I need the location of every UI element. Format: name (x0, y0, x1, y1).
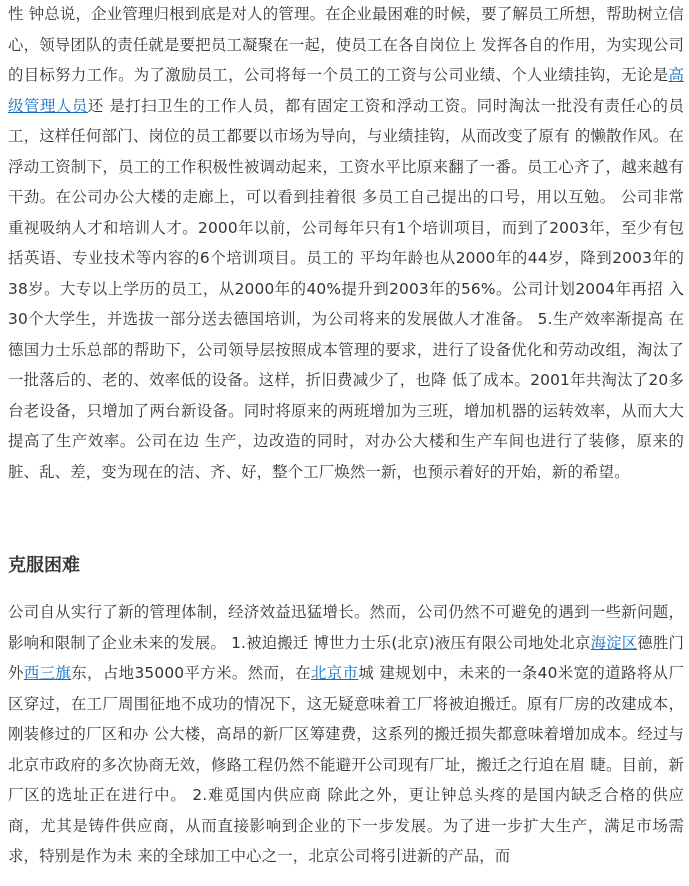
paragraph-text: 东，占地35000平方米。然而，在 (71, 664, 311, 682)
paragraph-text: 性 钟总说，企业管理归根到底是对人的管理。在企业最困难的时候，要了解员工所想，帮助树立信心，领导团队的责任就是要把员工凝聚在一起，使员工在各自岗位上 发挥各自的作用，为实现公司的目标努力工作。为了激励员工，公司将每一个员工的工资与公司业绩、个人业绩挂钩，无论是 (8, 5, 684, 84)
article-paragraph-management (8, 0, 684, 487)
link-haidian-district[interactable]: 海淀区 (590, 633, 638, 652)
link-senior-management[interactable]: 高级管理人员 (8, 66, 684, 115)
section-heading: 克服困难 (8, 555, 80, 576)
paragraph-text: 还 是打扫卫生的工作人员，都有固定工资和浮动工资。同时淘汰一批没有责任心的员工，这样任何部门、岗位的员工都要以市场为导向，与业绩挂钩，从而改变了原有 的懒散作风。在浮动工资制下，员工的工作积极性被调动起来，工资水平比原来翻了一番。员工心齐了，越来越有干劲。在公司办公大楼的走廊上，可以看到挂着很 多员工自己提出的口号，用以互勉。 公司非常重视吸纳人才和培训人才。2000年以前，公司每年只有1个培训项目，而到了2003年，至少有包括英语、专业技术等内容的6个培训项目。员工的 平均年龄也从2000年的44岁，降到2003年的38岁。大专以上学历的员工，从2000年的40%提升到2003年的56%。公司计划2004年再招 入30个大学生，并选拔一部分送去德国培训，为公司将来的发展做人才准备。 5.生产效率渐提高 在德国力士乐总部的帮助下，公司领导层按照成本管理的要求，进行了设备优化和劳动改组，淘汰了一批落后的、老的、效率低的设备。这样，折旧费减少了，也降 低了成本。2001年共淘汰了20多台老设备，只增加了两台新设备。同时将原来的两班增加为三班，增加机器的运转效率，从而大大提高了生产效率。公司在边 生产，边改造的同时，对办公大楼和生产车间也进行了装修，原来的脏、乱、差，变为现在的洁、齐、好，整个工厂焕然一新，也预示着好的开始，新的希望。 (8, 96, 684, 481)
paragraph-text: 德胜门外 (8, 633, 684, 682)
article-paragraph-difficulties (8, 597, 684, 872)
link-beijing-city[interactable]: 北京市 (310, 664, 359, 682)
link-xisanqi[interactable]: 西三旗 (23, 664, 72, 682)
paragraph-text: 城 建规划中，未来的一条40米宽的道路将从厂区穿过，在工厂周围征地不成功的情况下，这无疑意味着工厂将被迫搬迁。原有厂房的改建成本，刚装修过的厂区和办 公大楼，高昂的新厂区筹建费，这系列的搬迁损失都意味着增加成本。经过与北京市政府的多次协商无效，修路工程仍然不能避开公司现有厂址，搬迁之行迫在眉 睫。目前，新厂区的选址正在进行中。 2.难觅国内供应商 除此之外，更让钟总头疼的是国内缺乏合格的供应商，尤其是铸件供应商，从而直接影响到企业的下一步发展。为了进一步扩大生产，满足市场需求，特别是作为未 来的全球加工中心之一，北京公司将引进新的产品，而 (8, 664, 685, 865)
paragraph-text: 公司自从实行了新的管理体制，经济效益迅猛增长。然而，公司仍然不可避免的遇到一些新问题，影响和限制了企业未来的发展。 1.被迫搬迁 博世力士乐(北京)液压有限公司地处北京 (8, 603, 684, 652)
